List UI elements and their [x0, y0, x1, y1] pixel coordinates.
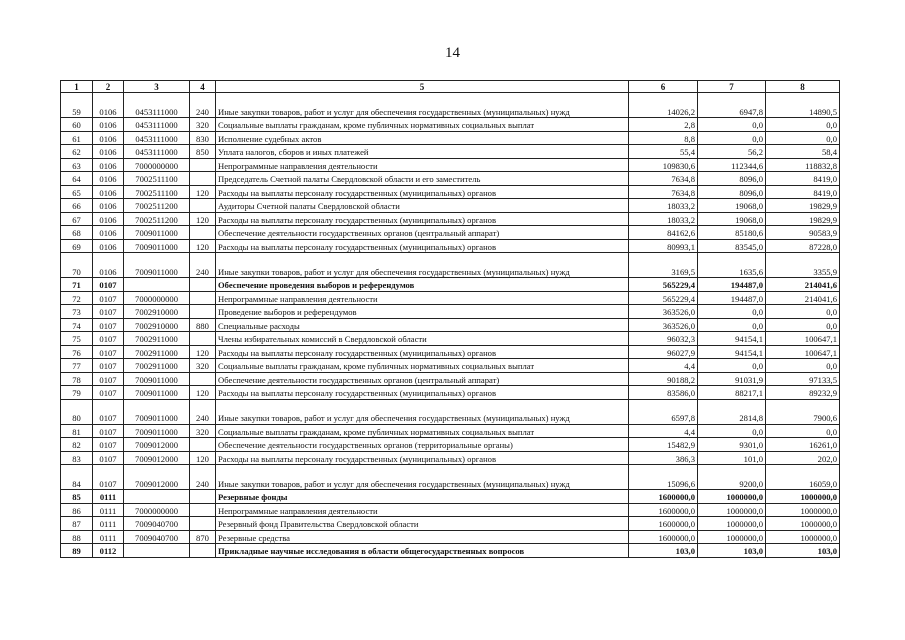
row-number: 86	[61, 503, 93, 517]
amount-col-6: 15096,6	[629, 465, 698, 490]
amount-col-7: 0,0	[698, 359, 766, 373]
expense-name: Социальные выплаты гражданам, кроме публичных нормативных социальных выплат	[216, 118, 629, 132]
amount-col-7: 88217,1	[698, 386, 766, 400]
target-article-code: 7009012000	[124, 465, 190, 490]
amount-col-7: 6947,8	[698, 93, 766, 118]
section-code: 0106	[93, 185, 124, 199]
section-code: 0107	[93, 451, 124, 465]
row-number: 64	[61, 172, 93, 186]
amount-col-8: 214041,6	[766, 278, 840, 292]
expense-type-code: 120	[190, 239, 216, 253]
section-code: 0106	[93, 199, 124, 213]
amount-col-7: 8096,0	[698, 185, 766, 199]
amount-col-7: 91031,9	[698, 372, 766, 386]
table-row	[61, 424, 840, 438]
expense-type-code	[190, 172, 216, 186]
expense-name: Иные закупки товаров, работ и услуг для обеспечения государственных (муниципальных) нужд	[216, 399, 629, 424]
expense-name: Иные закупки товаров, работ и услуг для обеспечения государственных (муниципальных) нужд	[216, 93, 629, 118]
amount-col-8: 1000000,0	[766, 517, 840, 531]
table-row	[61, 239, 840, 253]
amount-col-7: 0,0	[698, 318, 766, 332]
amount-col-8: 0,0	[766, 131, 840, 145]
amount-col-6: 14026,2	[629, 93, 698, 118]
expense-type-code: 880	[190, 318, 216, 332]
expense-type-code	[190, 158, 216, 172]
amount-col-7: 194487,0	[698, 278, 766, 292]
table-row	[61, 399, 840, 424]
expense-type-code: 240	[190, 399, 216, 424]
expense-name: Прикладные научные исследования в области общегосударственных вопросов	[216, 544, 629, 558]
amount-col-6: 565229,4	[629, 278, 698, 292]
target-article-code: 7000000000	[124, 291, 190, 305]
table-row	[61, 172, 840, 186]
column-header-3: 3	[124, 81, 190, 93]
budget-table	[60, 80, 840, 558]
section-code: 0107	[93, 465, 124, 490]
target-article-code	[124, 490, 190, 504]
section-code: 0107	[93, 305, 124, 319]
amount-col-7: 56,2	[698, 145, 766, 159]
column-header-8: 8	[766, 81, 840, 93]
table-row	[61, 199, 840, 213]
expense-type-code: 850	[190, 145, 216, 159]
expense-type-code	[190, 490, 216, 504]
row-number: 77	[61, 359, 93, 373]
table-row	[61, 93, 840, 118]
column-header-4: 4	[190, 81, 216, 93]
target-article-code: 7009012000	[124, 451, 190, 465]
amount-col-8: 14890,5	[766, 93, 840, 118]
column-header-5: 5	[216, 81, 629, 93]
expense-name: Расходы на выплаты персоналу государственных (муниципальных) органов	[216, 212, 629, 226]
expense-name: Резервные фонды	[216, 490, 629, 504]
expense-type-code: 120	[190, 212, 216, 226]
section-code: 0111	[93, 517, 124, 531]
expense-type-code: 240	[190, 93, 216, 118]
table-row	[61, 212, 840, 226]
row-number: 87	[61, 517, 93, 531]
expense-type-code: 870	[190, 530, 216, 544]
expense-type-code	[190, 503, 216, 517]
section-code: 0111	[93, 503, 124, 517]
amount-col-6: 18033,2	[629, 199, 698, 213]
column-header-6: 6	[629, 81, 698, 93]
row-number: 59	[61, 93, 93, 118]
row-number: 72	[61, 291, 93, 305]
table-row	[61, 345, 840, 359]
amount-col-8: 1000000,0	[766, 503, 840, 517]
table-row	[61, 544, 840, 558]
amount-col-8: 103,0	[766, 544, 840, 558]
amount-col-7: 103,0	[698, 544, 766, 558]
expense-type-code	[190, 372, 216, 386]
section-code: 0111	[93, 490, 124, 504]
expense-name: Аудиторы Счетной палаты Свердловской области	[216, 199, 629, 213]
expense-name: Иные закупки товаров, работ и услуг для обеспечения государственных (муниципальных) нужд	[216, 253, 629, 278]
expense-type-code: 320	[190, 118, 216, 132]
amount-col-6: 7634,8	[629, 172, 698, 186]
amount-col-8: 19829,9	[766, 199, 840, 213]
expense-name: Расходы на выплаты персоналу государственных (муниципальных) органов	[216, 345, 629, 359]
amount-col-7: 94154,1	[698, 345, 766, 359]
target-article-code: 7002910000	[124, 318, 190, 332]
expense-name: Иные закупки товаров, работ и услуг для обеспечения государственных (муниципальных) нужд	[216, 465, 629, 490]
section-code: 0106	[93, 172, 124, 186]
expense-name: Члены избирательных комиссий в Свердловской области	[216, 332, 629, 346]
expense-type-code: 120	[190, 185, 216, 199]
row-number: 89	[61, 544, 93, 558]
target-article-code: 7009011000	[124, 386, 190, 400]
amount-col-7: 112344,6	[698, 158, 766, 172]
amount-col-8: 8419,0	[766, 172, 840, 186]
row-number: 75	[61, 332, 93, 346]
amount-col-8: 214041,6	[766, 291, 840, 305]
section-code: 0111	[93, 530, 124, 544]
target-article-code: 7009040700	[124, 530, 190, 544]
amount-col-8: 100647,1	[766, 332, 840, 346]
expense-name: Обеспечение деятельности государственных органов (территориальные органы)	[216, 438, 629, 452]
amount-col-7: 83545,0	[698, 239, 766, 253]
target-article-code	[124, 278, 190, 292]
expense-type-code: 320	[190, 424, 216, 438]
amount-col-7: 0,0	[698, 305, 766, 319]
amount-col-7: 0,0	[698, 424, 766, 438]
target-article-code: 0453111000	[124, 145, 190, 159]
target-article-code: 7000000000	[124, 503, 190, 517]
expense-type-code	[190, 332, 216, 346]
table-row	[61, 131, 840, 145]
expense-name: Социальные выплаты гражданам, кроме публичных нормативных социальных выплат	[216, 359, 629, 373]
expense-type-code: 240	[190, 253, 216, 278]
amount-col-6: 90188,2	[629, 372, 698, 386]
section-code: 0106	[93, 226, 124, 240]
amount-col-6: 1600000,0	[629, 490, 698, 504]
expense-name: Обеспечение деятельности государственных органов (центральный аппарат)	[216, 372, 629, 386]
expense-type-code	[190, 199, 216, 213]
amount-col-7: 0,0	[698, 131, 766, 145]
section-code: 0107	[93, 332, 124, 346]
expense-name: Расходы на выплаты персоналу государственных (муниципальных) органов	[216, 239, 629, 253]
section-code: 0106	[93, 131, 124, 145]
row-number: 83	[61, 451, 93, 465]
amount-col-8: 1000000,0	[766, 530, 840, 544]
table-row	[61, 372, 840, 386]
target-article-code: 0453111000	[124, 118, 190, 132]
amount-col-6: 4,4	[629, 359, 698, 373]
table-row	[61, 530, 840, 544]
amount-col-7: 19068,0	[698, 212, 766, 226]
table-row	[61, 185, 840, 199]
expense-type-code: 240	[190, 465, 216, 490]
amount-col-8: 100647,1	[766, 345, 840, 359]
table-row	[61, 253, 840, 278]
amount-col-7: 101,0	[698, 451, 766, 465]
expense-type-code	[190, 226, 216, 240]
table-row	[61, 438, 840, 452]
expense-type-code	[190, 291, 216, 305]
expense-name: Социальные выплаты гражданам, кроме публичных нормативных социальных выплат	[216, 424, 629, 438]
page-number: 14	[445, 45, 460, 61]
section-code: 0107	[93, 291, 124, 305]
section-code: 0106	[93, 158, 124, 172]
amount-col-7: 9200,0	[698, 465, 766, 490]
expense-type-code: 120	[190, 345, 216, 359]
expense-name: Расходы на выплаты персоналу государственных (муниципальных) органов	[216, 185, 629, 199]
amount-col-7: 94154,1	[698, 332, 766, 346]
expense-type-code: 320	[190, 359, 216, 373]
section-code: 0106	[93, 239, 124, 253]
row-number: 69	[61, 239, 93, 253]
amount-col-8: 97133,5	[766, 372, 840, 386]
amount-col-6: 2,8	[629, 118, 698, 132]
section-code: 0107	[93, 399, 124, 424]
row-number: 76	[61, 345, 93, 359]
amount-col-6: 6597,8	[629, 399, 698, 424]
amount-col-6: 83586,0	[629, 386, 698, 400]
row-number: 68	[61, 226, 93, 240]
row-number: 60	[61, 118, 93, 132]
amount-col-7: 9301,0	[698, 438, 766, 452]
amount-col-7: 0,0	[698, 118, 766, 132]
expense-type-code	[190, 544, 216, 558]
row-number: 61	[61, 131, 93, 145]
amount-col-6: 15482,9	[629, 438, 698, 452]
row-number: 65	[61, 185, 93, 199]
row-number: 71	[61, 278, 93, 292]
expense-name: Резервные средства	[216, 530, 629, 544]
table-header-row	[61, 81, 840, 93]
table-row	[61, 278, 840, 292]
target-article-code: 7000000000	[124, 158, 190, 172]
amount-col-8: 16261,0	[766, 438, 840, 452]
target-article-code	[124, 544, 190, 558]
section-code: 0107	[93, 386, 124, 400]
target-article-code: 7002511200	[124, 212, 190, 226]
target-article-code: 0453111000	[124, 93, 190, 118]
target-article-code: 7002910000	[124, 305, 190, 319]
row-number: 74	[61, 318, 93, 332]
row-number: 80	[61, 399, 93, 424]
amount-col-8: 0,0	[766, 318, 840, 332]
row-number: 78	[61, 372, 93, 386]
amount-col-7: 85180,6	[698, 226, 766, 240]
amount-col-6: 80993,1	[629, 239, 698, 253]
amount-col-6: 386,3	[629, 451, 698, 465]
row-number: 70	[61, 253, 93, 278]
expense-name: Председатель Счетной палаты Свердловской области и его заместитель	[216, 172, 629, 186]
amount-col-8: 0,0	[766, 305, 840, 319]
expense-name: Обеспечение деятельности государственных органов (центральный аппарат)	[216, 226, 629, 240]
target-article-code: 7009011000	[124, 372, 190, 386]
amount-col-6: 7634,8	[629, 185, 698, 199]
section-code: 0107	[93, 372, 124, 386]
amount-col-8: 8419,0	[766, 185, 840, 199]
amount-col-6: 96027,9	[629, 345, 698, 359]
table-row	[61, 332, 840, 346]
table-row	[61, 386, 840, 400]
column-header-1: 1	[61, 81, 93, 93]
amount-col-6: 3169,5	[629, 253, 698, 278]
target-article-code: 7002911000	[124, 332, 190, 346]
expense-name: Уплата налогов, сборов и иных платежей	[216, 145, 629, 159]
amount-col-7: 1635,6	[698, 253, 766, 278]
amount-col-7: 194487,0	[698, 291, 766, 305]
table-row	[61, 503, 840, 517]
row-number: 82	[61, 438, 93, 452]
expense-type-code	[190, 438, 216, 452]
table-row	[61, 490, 840, 504]
amount-col-8: 0,0	[766, 359, 840, 373]
target-article-code: 7009011000	[124, 424, 190, 438]
amount-col-8: 3355,9	[766, 253, 840, 278]
amount-col-7: 2814,8	[698, 399, 766, 424]
section-code: 0107	[93, 424, 124, 438]
table-row	[61, 291, 840, 305]
row-number: 66	[61, 199, 93, 213]
expense-name: Проведение выборов и референдумов	[216, 305, 629, 319]
expense-type-code: 120	[190, 451, 216, 465]
section-code: 0106	[93, 145, 124, 159]
expense-name: Исполнение судебных актов	[216, 131, 629, 145]
amount-col-6: 363526,0	[629, 318, 698, 332]
table-row	[61, 145, 840, 159]
expense-name: Специальные расходы	[216, 318, 629, 332]
expense-name: Непрограммные направления деятельности	[216, 291, 629, 305]
expense-type-code	[190, 305, 216, 319]
amount-col-8: 19829,9	[766, 212, 840, 226]
table-row	[61, 359, 840, 373]
row-number: 67	[61, 212, 93, 226]
amount-col-8: 1000000,0	[766, 490, 840, 504]
section-code: 0106	[93, 118, 124, 132]
row-number: 88	[61, 530, 93, 544]
target-article-code: 7009011000	[124, 226, 190, 240]
section-code: 0106	[93, 212, 124, 226]
column-header-2: 2	[93, 81, 124, 93]
amount-col-8: 90583,9	[766, 226, 840, 240]
expense-type-code: 120	[190, 386, 216, 400]
target-article-code: 7002911000	[124, 359, 190, 373]
amount-col-6: 4,4	[629, 424, 698, 438]
target-article-code: 7009011000	[124, 399, 190, 424]
amount-col-7: 8096,0	[698, 172, 766, 186]
amount-col-8: 16059,0	[766, 465, 840, 490]
amount-col-6: 1600000,0	[629, 503, 698, 517]
amount-col-8: 58,4	[766, 145, 840, 159]
amount-col-8: 202,0	[766, 451, 840, 465]
amount-col-6: 103,0	[629, 544, 698, 558]
target-article-code: 7009011000	[124, 239, 190, 253]
row-number: 62	[61, 145, 93, 159]
expense-type-code	[190, 517, 216, 531]
section-code: 0106	[93, 93, 124, 118]
section-code: 0107	[93, 318, 124, 332]
expense-name: Резервный фонд Правительства Свердловской области	[216, 517, 629, 531]
expense-name: Расходы на выплаты персоналу государственных (муниципальных) органов	[216, 451, 629, 465]
amount-col-6: 363526,0	[629, 305, 698, 319]
row-number: 79	[61, 386, 93, 400]
amount-col-8: 89232,9	[766, 386, 840, 400]
target-article-code: 7002511100	[124, 172, 190, 186]
section-code: 0106	[93, 253, 124, 278]
table-row	[61, 305, 840, 319]
amount-col-7: 1000000,0	[698, 517, 766, 531]
target-article-code: 7009012000	[124, 438, 190, 452]
amount-col-7: 1000000,0	[698, 530, 766, 544]
table-row	[61, 118, 840, 132]
amount-col-6: 1600000,0	[629, 517, 698, 531]
expense-type-code: 830	[190, 131, 216, 145]
amount-col-6: 109830,6	[629, 158, 698, 172]
amount-col-6: 55,4	[629, 145, 698, 159]
row-number: 73	[61, 305, 93, 319]
target-article-code: 0453111000	[124, 131, 190, 145]
table-row	[61, 318, 840, 332]
amount-col-8: 7900,6	[766, 399, 840, 424]
row-number: 84	[61, 465, 93, 490]
table-row	[61, 226, 840, 240]
table-row	[61, 451, 840, 465]
amount-col-6: 96032,3	[629, 332, 698, 346]
expense-name: Расходы на выплаты персоналу государственных (муниципальных) органов	[216, 386, 629, 400]
column-header-7: 7	[698, 81, 766, 93]
row-number: 63	[61, 158, 93, 172]
amount-col-8: 0,0	[766, 118, 840, 132]
section-code: 0112	[93, 544, 124, 558]
target-article-code: 7009011000	[124, 253, 190, 278]
expense-name: Обеспечение проведения выборов и референдумов	[216, 278, 629, 292]
section-code: 0107	[93, 345, 124, 359]
target-article-code: 7002911000	[124, 345, 190, 359]
amount-col-6: 8,8	[629, 131, 698, 145]
target-article-code: 7002511100	[124, 185, 190, 199]
table-row	[61, 158, 840, 172]
amount-col-7: 1000000,0	[698, 490, 766, 504]
amount-col-8: 87228,0	[766, 239, 840, 253]
amount-col-8: 118832,8	[766, 158, 840, 172]
row-number: 81	[61, 424, 93, 438]
section-code: 0107	[93, 359, 124, 373]
amount-col-8: 0,0	[766, 424, 840, 438]
row-number: 85	[61, 490, 93, 504]
table-row	[61, 465, 840, 490]
expense-type-code	[190, 278, 216, 292]
expense-name: Непрограммные направления деятельности	[216, 503, 629, 517]
amount-col-6: 84162,6	[629, 226, 698, 240]
amount-col-6: 1600000,0	[629, 530, 698, 544]
amount-col-6: 18033,2	[629, 212, 698, 226]
section-code: 0107	[93, 278, 124, 292]
table-row	[61, 517, 840, 531]
target-article-code: 7002511200	[124, 199, 190, 213]
target-article-code: 7009040700	[124, 517, 190, 531]
table-body	[61, 93, 840, 558]
amount-col-6: 565229,4	[629, 291, 698, 305]
section-code: 0107	[93, 438, 124, 452]
amount-col-7: 19068,0	[698, 199, 766, 213]
expense-name: Непрограммные направления деятельности	[216, 158, 629, 172]
amount-col-7: 1000000,0	[698, 503, 766, 517]
